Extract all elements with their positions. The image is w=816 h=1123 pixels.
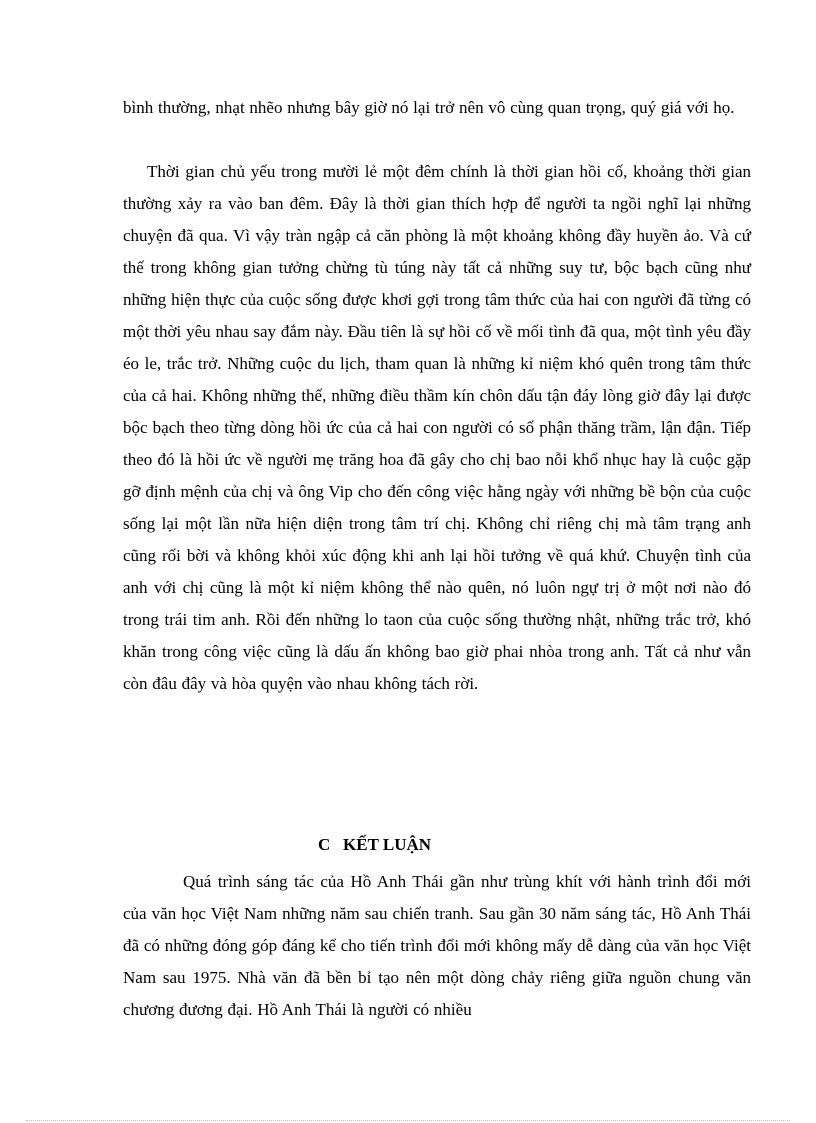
conclusion-paragraph: Quá trình sáng tác của Hồ Anh Thái gần như trùng khít với hành trình đổi mới của văn học Việt Nam những năm sau chiến tranh. Sau gần 30 năm sáng tác, Hồ Anh Thái đã có những đóng góp đáng kể cho tiến trình đổi mới không mấy dễ dàng của văn học Việt Nam sau 1975. Nhà văn đã bền bỉ tạo nên một dòng chảy riêng giữa nguồn chung văn chương đương đại. Hồ Anh Thái là người có nhiều: [123, 872, 751, 1019]
body-paragraph: Thời gian chủ yếu trong mười lẻ một đêm chính là thời gian hồi cố, khoảng thời gian thường xảy ra vào ban đêm. Đây là thời gian thích hợp để người ta ngồi nghĩ lại những chuyện đã qua. Vì vậy tràn ngập cả căn phòng là một khoảng không đầy huyền ảo. Và cứ thế trong không gian tưởng chừng tù túng này tất cả những suy tư, bộc bạch cũng như những hiện thực của cuộc sống được khơi gợi trong tâm thức của hai con người đã từng có một thời yêu nhau say đắm này. Đầu tiên là sự hồi cố về mối tình đã qua, một tình yêu đầy éo le, trắc trở. Những cuộc du lịch, tham quan là những kỉ niệm khó quên trong tâm thức của cả hai. Không những thế, những điều thầm kín chôn dấu tận đáy lòng giờ đây lại được bộc bạch theo từng dòng hồi ức của cả hai con người có số phận thăng trầm, lận đận. Tiếp theo đó là hồi ức về người mẹ trăng hoa đã gây cho chị bao nỗi khổ nhục hay là cuộc gặp gỡ định mệnh của chị và ông Vip cho đến công việc hằng ngày với những bề bộn của cuộc sống lại một lần nữa hiện diện trong tâm trí chị. Không chỉ riêng chị mà tâm trạng anh cũng rối bời và không khỏi xúc động khi anh lại hồi tưởng về quá khứ. Chuyện tình của anh với chị cũng là một kỉ niệm không thể nào quên, nó luôn ngự trị ở một nơi nào đó trong trái tim anh. Rồi đến những lo taon của cuộc sống thường nhật, những trắc trở, khó khăn trong công việc cũng là dấu ấn không bao giờ phai nhòa trong anh. Tất cả như vẫn còn đâu đây và hòa quyện vào nhau không tách rời.: [123, 162, 751, 693]
body-paragraph: bình thường, nhạt nhẽo nhưng bây giờ nó lại trở nên vô cùng quan trọng, quý giá với họ.: [123, 98, 735, 117]
section-heading: C KẾT LUẬN: [318, 835, 432, 854]
page-bottom-divider: [26, 1120, 790, 1121]
